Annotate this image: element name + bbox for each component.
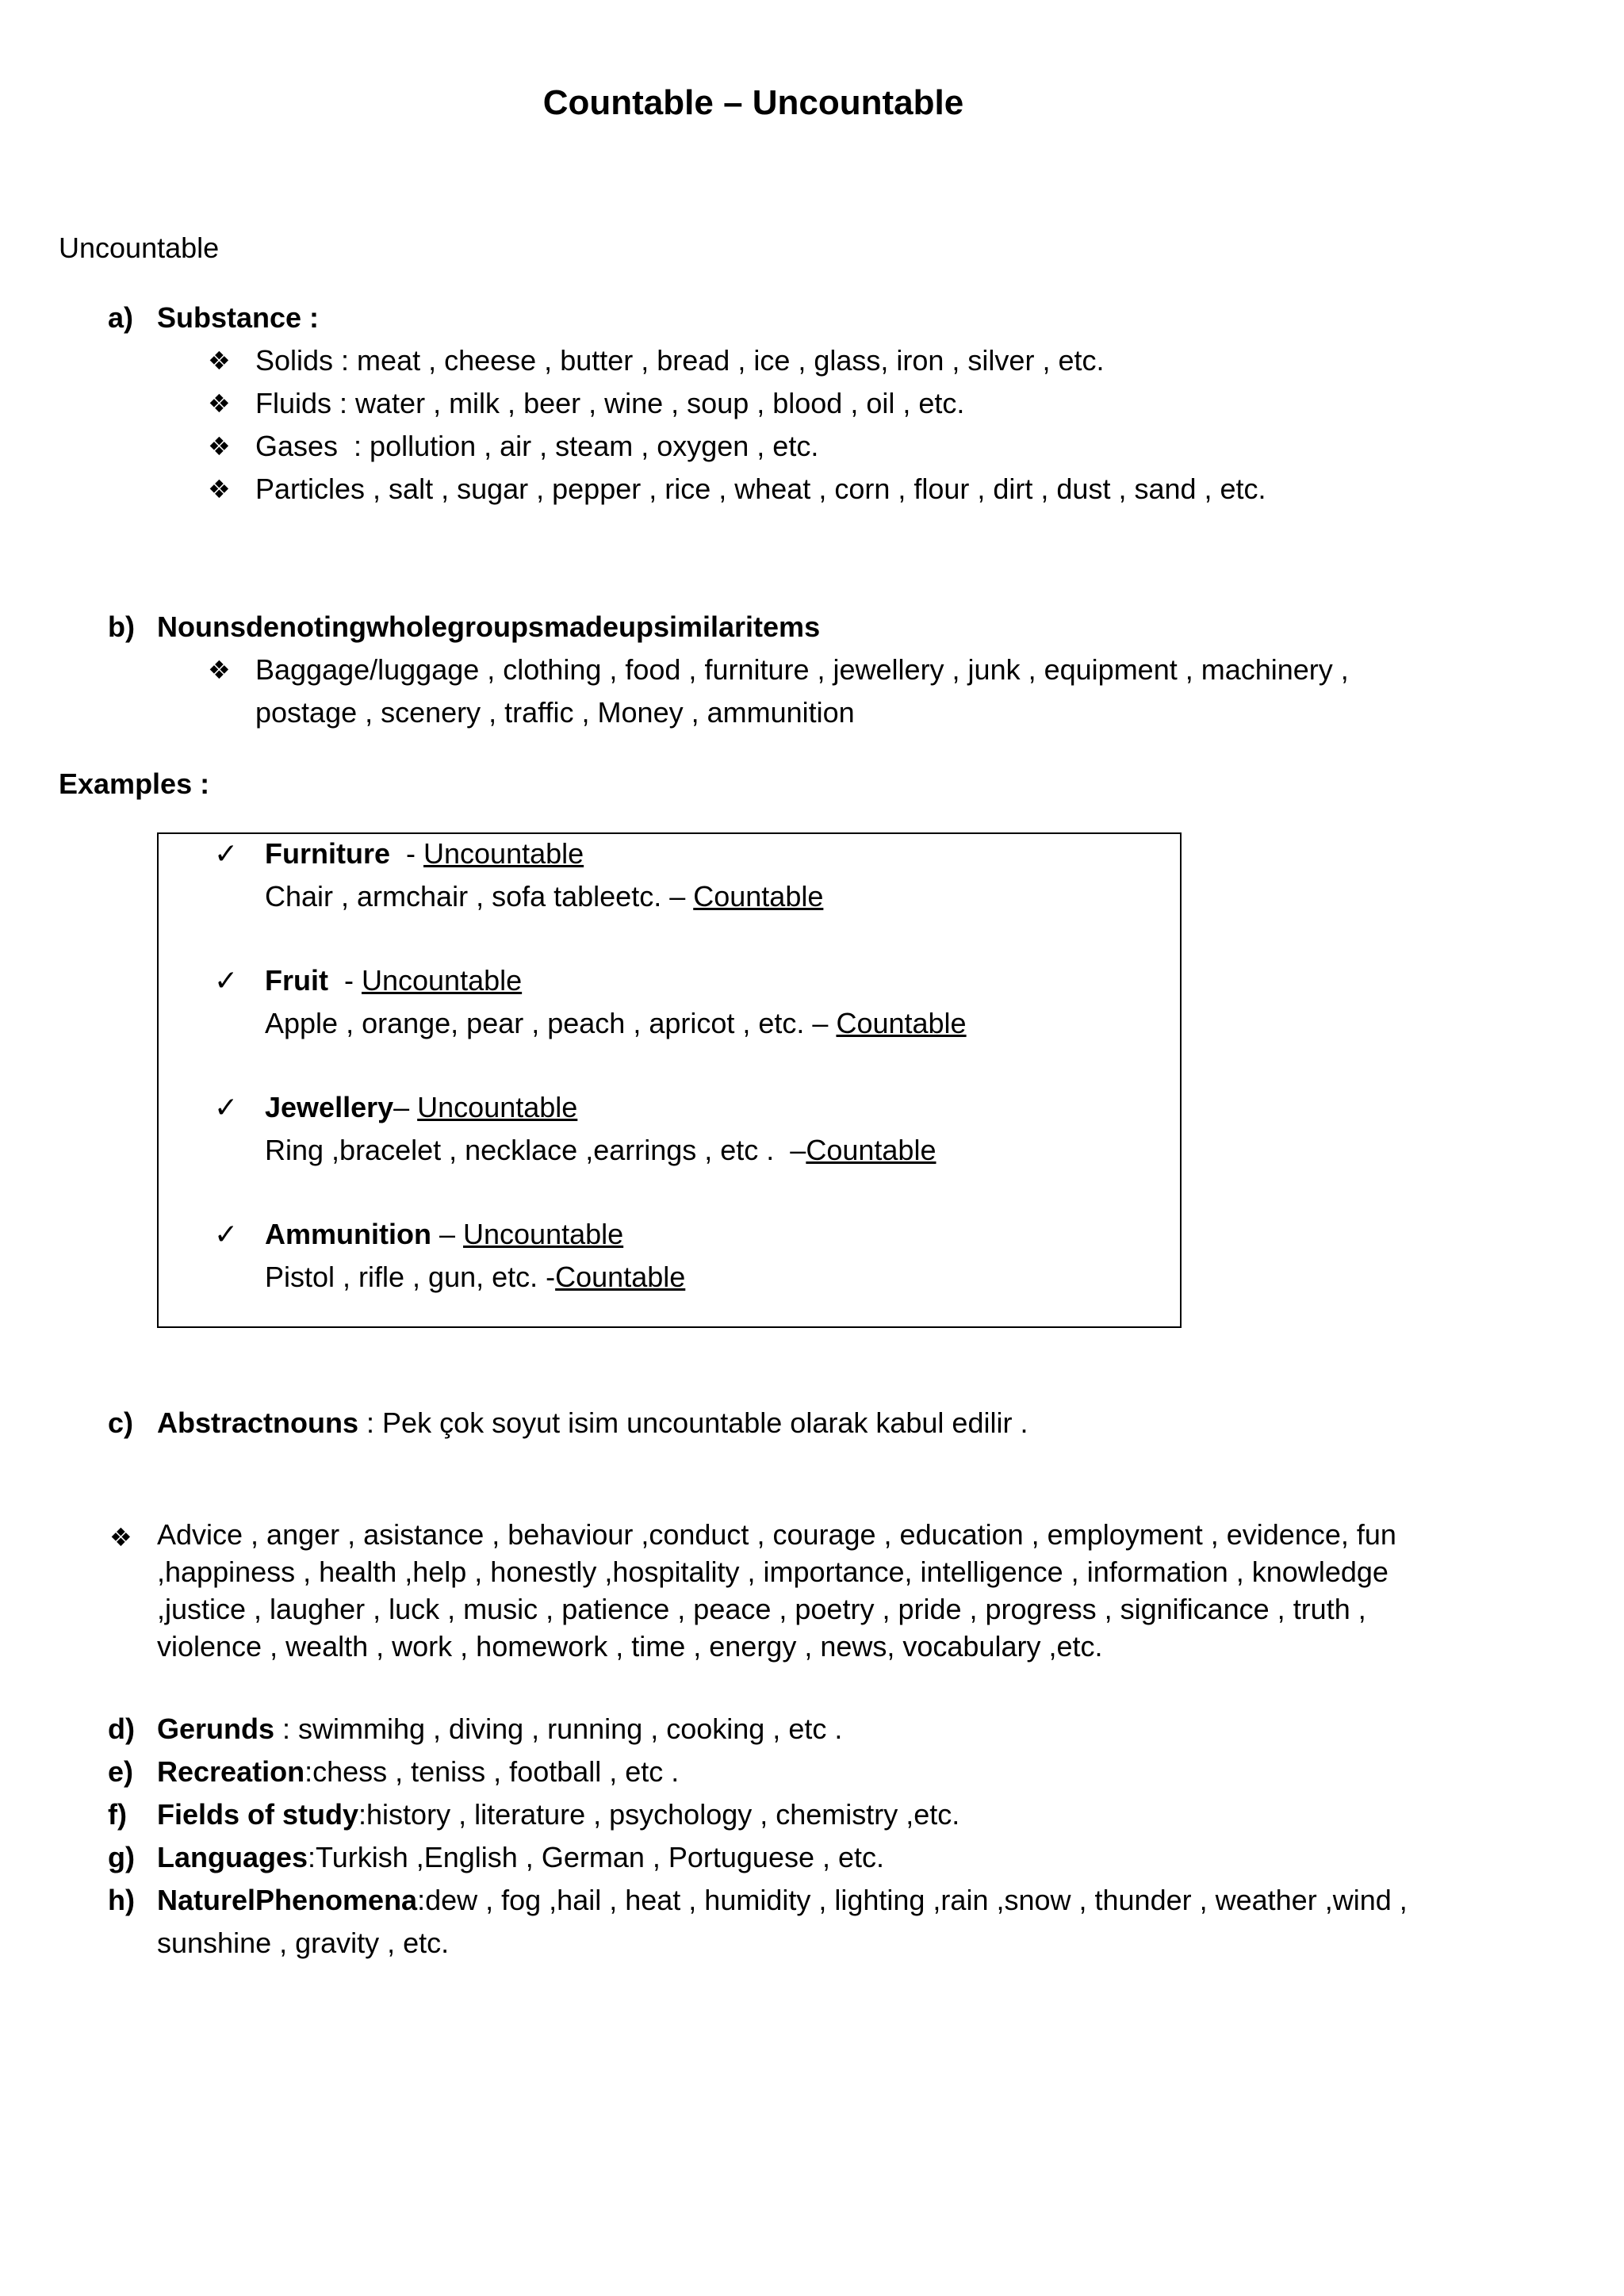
marker-g: g) (108, 1841, 135, 1873)
example-ammunition-countable: Pistol , rifle , gun, etc. -Countable (265, 1261, 686, 1293)
diamond-bullet-icon: ❖ (208, 475, 231, 503)
diamond-bullet-icon: ❖ (208, 389, 231, 418)
example-fruit: Fruit - Uncountable (265, 964, 523, 997)
marker-b: b) (108, 610, 135, 643)
example-furniture-countable: Chair , armchair , sofa tableetc. – Countable (265, 880, 824, 913)
marker-h: h) (108, 1884, 135, 1916)
diamond-bullet-icon: ❖ (109, 1523, 132, 1552)
marker-f: f) (108, 1798, 127, 1831)
substance-gases: Gases : pollution , air , steam , oxygen , etc. (255, 430, 819, 462)
marker-d: d) (108, 1712, 135, 1745)
section-heading: Uncountable (59, 232, 220, 264)
example-jewellery: Jewellery– Uncountable (265, 1091, 578, 1123)
example-furniture: Furniture - Uncountable (265, 837, 584, 870)
recreation-line: Recreation:chess , teniss , football , etc . (157, 1755, 680, 1788)
example-jewellery-countable: Ring ,bracelet , necklace ,earrings , etc . –Countable (265, 1134, 936, 1166)
marker-e: e) (108, 1755, 134, 1788)
checkmark-icon: ✓ (214, 1091, 239, 1123)
substance-fluids: Fluids : water , milk , beer , wine , soup , blood , oil , etc. (255, 387, 965, 419)
diamond-bullet-icon: ❖ (208, 656, 231, 684)
natural-phenomena-line: NaturelPhenomena:dew , fog ,hail , heat , humidity , lighting ,rain ,snow , thunder , weather ,wind , sunshine , gravity , etc. (157, 1884, 1408, 1959)
marker-a: a) (108, 301, 134, 334)
page-title: Countable – Uncountable (542, 83, 964, 122)
checkmark-icon: ✓ (214, 1218, 239, 1250)
abstract-nouns-line: Abstractnouns : Pek çok soyut isim uncountable olarak kabul edilir . (157, 1406, 1028, 1439)
substance-particles: Particles , salt , sugar , pepper , rice , wheat , corn , flour , dirt , dust , sand , etc. (255, 473, 1266, 505)
diamond-bullet-icon: ❖ (208, 346, 231, 375)
example-fruit-countable: Apple , orange, pear , peach , apricot , etc. – Countable (265, 1007, 967, 1039)
gerunds-line: Gerunds : swimmihg , diving , running , cooking , etc . (157, 1712, 843, 1745)
groups-list: Baggage/luggage , clothing , food , furniture , jewellery , junk , equipment , machinery , postage , scenery , traffic , Money , ammunition (255, 653, 1349, 729)
marker-c: c) (108, 1406, 134, 1439)
checkmark-icon: ✓ (214, 964, 239, 997)
label-groups: Nounsdenotingwholegroupsmadeupsimilaritems (157, 610, 821, 643)
abstract-nouns-list: Advice , anger , asistance , behaviour ,conduct , courage , education , employment , evidence, fun ,happiness , health ,help , honestly ,hospitality , importance, intelligence , information , knowledge ,justice , laugher , luck , music , patience , peace , poetry , pride , progress , significance , truth , violence , wealth , work , homework , time , energy , news, vocabulary ,etc. (157, 1518, 1396, 1663)
languages-line: Languages:Turkish ,English , German , Portuguese , etc. (157, 1841, 885, 1873)
label-substance: Substance : (157, 301, 320, 334)
fields-of-study-line: Fields of study:history , literature , psychology , chemistry ,etc. (157, 1798, 960, 1831)
substance-solids: Solids : meat , cheese , butter , bread , ice , glass, iron , silver , etc. (255, 344, 1105, 377)
checkmark-icon: ✓ (214, 837, 239, 870)
diamond-bullet-icon: ❖ (208, 432, 231, 461)
example-ammunition: Ammunition – Uncountable (265, 1218, 624, 1250)
examples-label: Examples : (59, 767, 210, 800)
